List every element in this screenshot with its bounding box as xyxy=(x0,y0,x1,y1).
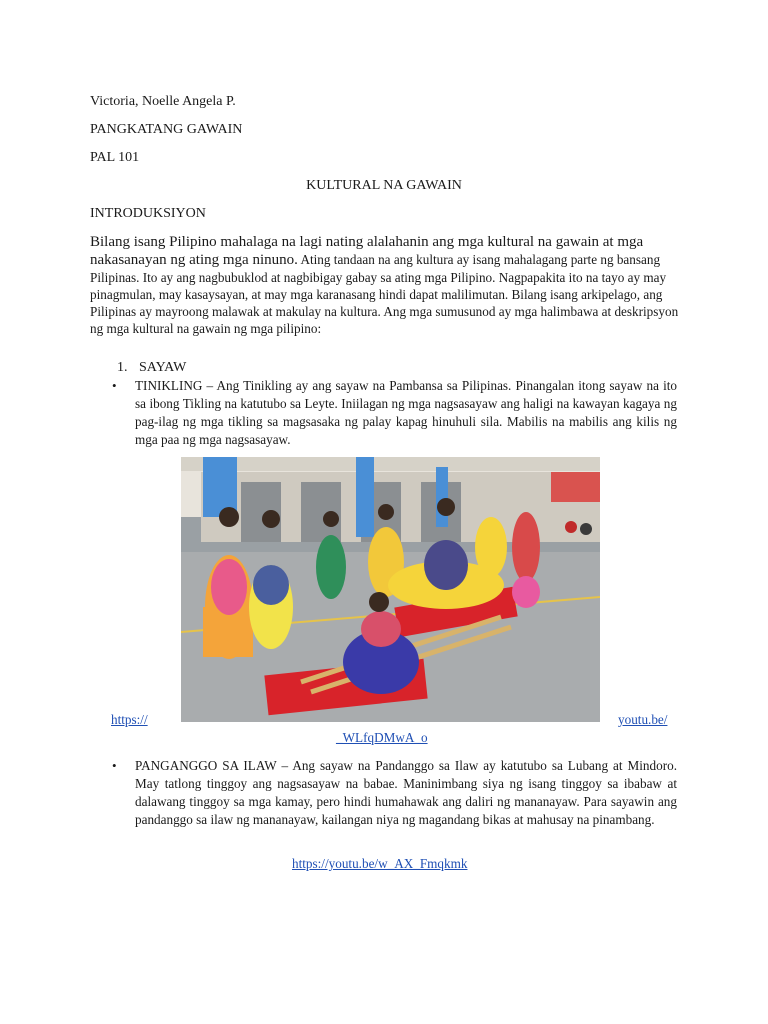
tinikling-link-end-text[interactable]: youtu.be/ xyxy=(618,712,668,727)
document-title: KULTURAL NA GAWAIN xyxy=(306,178,462,193)
course-code: PAL 101 xyxy=(90,150,140,165)
pandanggo-link[interactable] xyxy=(292,855,467,873)
group-activity-label: PANGKATANG GAWAIN xyxy=(90,122,243,137)
pandanggo-link-text[interactable]: https://youtu.be/w_AX_Fmqkmk xyxy=(292,856,468,871)
tinikling-link-start-text[interactable]: https:// xyxy=(111,712,148,727)
intro-lead-sentence: Bilang isang Pilipino mahalaga na lagi nating alalahanin ang mga kultural na gawain at mga nakasanayan ng ating mga ninuno. xyxy=(90,234,644,268)
bullet-icon: • xyxy=(112,378,117,393)
tinikling-link-start[interactable] xyxy=(111,711,148,729)
intro-heading: INTRODUKSIYON xyxy=(90,206,206,221)
tinikling-link-tail-text[interactable]: _WLfqDMwA_o xyxy=(336,730,428,745)
author-name: Victoria, Noelle Angela P. xyxy=(90,94,236,109)
section-label: SAYAW xyxy=(139,360,187,375)
intro-paragraph xyxy=(90,233,680,337)
section-number: 1. xyxy=(117,360,128,375)
bullet-icon: • xyxy=(112,758,117,773)
tinikling-paragraph: TINIKLING – Ang Tinikling ay ang sayaw na Pambansa sa Pilipinas. Pinangalan itong sayaw na ito sa ibong Tikling na katutubo sa Leyte. Iniilagan ng mga nagsasayaw ang haligi na kawayan kagaya ng pag-ilag ng mga tikling sa magsasaka ng palay kapag hinuhuli sila. Mabilis na mabilis ang kilis ng mga paa ng mga nagsasayaw. xyxy=(135,378,677,447)
tinikling-link-tail[interactable] xyxy=(336,729,428,747)
pandanggo-paragraph: PANGANGGO SA ILAW – Ang sayaw na Pandanggo sa Ilaw ay katutubo sa Lubang at Mindoro. May tatlong tinggoy ang nagsasayaw na babae. Maninimbang siya ng isang tinggoy sa ibabaw at dalawang tinggoy sa mga kamay, pero hindi humahawak ang daliri ng mananayaw. Para sayawin ang pandanggo sa ilaw ng mananayaw, kailangan niya ng magandang bikas at mahusay na pinambang. xyxy=(135,758,677,827)
intro-body-text: Ating tandaan na ang kultura ay isang mahalagang parte ng bansang Pilipinas. Ito ay ang nagbubuklod at nagbibigay gabay sa ating mga Pilipino. Nagpapakita ito na tayo ay may pinagmulan, may kasaysayan, at may mga karanasang hindi dapat malilimutan. Bilang isang arkipelago, ang Pilipinas ay mayroong malawak at makulay na kultura. Ang mga sumusunod ay mga halimbawa at deskripsyon ng mga kultural na gawain ng mga pilipino: xyxy=(90,252,679,336)
section-heading-sayaw xyxy=(117,359,186,376)
tinikling-dance-photo xyxy=(181,457,600,722)
tinikling-link-end[interactable] xyxy=(618,711,667,729)
